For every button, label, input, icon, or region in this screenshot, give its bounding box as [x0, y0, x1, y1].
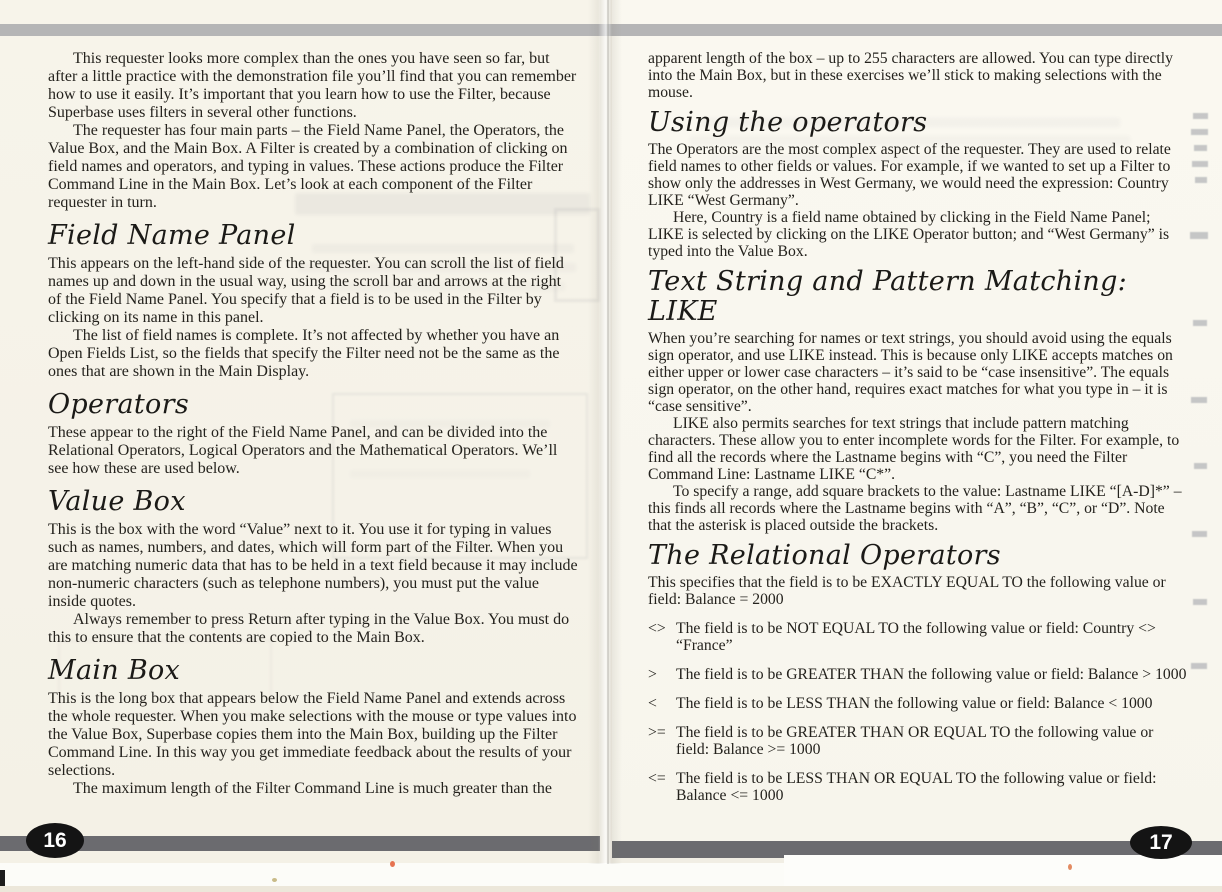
spine-fold-line — [607, 0, 609, 864]
operator-list-item — [648, 770, 1188, 804]
right-page-column — [648, 50, 1188, 804]
paragraph: Always remember to press Return after typing in the Value Box. You must do this to ensure that the contents are copied to the Main Box. — [48, 611, 570, 646]
paragraph: Here, Country is a field name obtained by clicking in the Field Name Panel; LIKE is selected by clicking on the LIKE Operator button; and “West Germany” is typed into the Value Box. — [648, 209, 1170, 260]
paragraph: This is the box with the word “Value” next to it. You use it for typing in values such as names, numbers, and dates, which will form part of the Filter. When you are matching numeric data that has to be held in a text field because it may include non-numeric characters (such as telephone numbers), you must put the value inside quotes. — [48, 521, 578, 610]
scan-artifact — [1191, 663, 1207, 669]
scan-artifact — [1195, 177, 1207, 183]
paragraph: The maximum length of the Filter Command Line is much greater than the — [73, 780, 552, 797]
operator-symbol: >= — [648, 724, 666, 741]
scan-artifact — [1194, 463, 1207, 469]
paragraph: The list of field names is complete. It’s not affected by whether you have an Open Fields List, so the fields that specify the Filter need not be the same as the ones that are shown in the Main Display. — [48, 327, 560, 380]
operator-description: The field is to be GREATER THAN OR EQUAL TO the following value or field: Balance >= 1000 — [676, 724, 1154, 758]
paragraph: When you’re searching for names or text strings, you should avoid using the equals sign operator, and use LIKE instead. This is because only LIKE accepts matches on either upper or lower case characters – it’s said to be “case insensitive”. The equals sign operator, on the other hand, requires exact matches for what you type in – it is “case sensitive”. — [648, 330, 1173, 415]
page-number: 17 — [1149, 830, 1173, 854]
left-page-column — [48, 50, 578, 798]
page-number-badge — [26, 823, 84, 858]
scan-artifact — [1193, 320, 1207, 326]
page-number: 16 — [43, 828, 67, 852]
scan-artifact — [1192, 531, 1207, 537]
paragraph: This appears on the left-hand side of the requester. You can scroll the list of field names up and down in the usual way, using the scroll bar and arrows at the right of the Field Name Panel. You specify that a field is to be used in the Filter by clicking on its name in this panel. — [48, 255, 564, 326]
section-heading: The Relational Operators — [648, 540, 1001, 571]
operator-symbol: > — [648, 666, 657, 683]
scan-artifact — [1068, 864, 1072, 870]
scan-artifact — [1191, 397, 1207, 403]
paragraph: The requester has four main parts – the Field Name Panel, the Operators, the Value Box, and the Main Box. A Filter is created by a combination of clicking on field names and operators, and typing in values. These actions produce the Filter Command Line in the Main Box. Let’s look at each component of the Filter requester in turn. — [48, 122, 568, 211]
operator-list-item — [648, 724, 1188, 758]
scan-artifact — [272, 878, 277, 882]
operator-symbol: <= — [648, 770, 666, 787]
paragraph: To specify a range, add square brackets to the value: Lastname LIKE “[A-D]*” – this finds all records where the Lastname begins with “A”, “B”, “C”, or “D”. Note that the asterisk is placed outside the brackets. — [648, 483, 1182, 534]
scan-artifact — [390, 861, 395, 867]
operator-list-item — [648, 620, 1188, 654]
operator-description: The field is to be LESS THAN the following value or field: Balance < 1000 — [676, 695, 1153, 712]
section-heading: Field Name Panel — [48, 220, 296, 251]
scan-artifact — [1191, 129, 1208, 135]
operator-description: The field is to be LESS THAN OR EQUAL TO the following value or field: Balance <= 1000 — [676, 770, 1157, 804]
operator-description: The field is to be GREATER THAN the following value or field: Balance > 1000 — [676, 666, 1187, 683]
scan-artifact — [1190, 232, 1208, 239]
page-number-badge — [1130, 826, 1192, 859]
operator-description: The field is to be NOT EQUAL TO the following value or field: Country <> “France” — [676, 620, 1156, 654]
under-page-edge — [0, 886, 1222, 892]
bottom-edge-bar-left — [0, 836, 600, 851]
scan-artifact — [1192, 161, 1208, 167]
scan-artifact — [1193, 599, 1207, 605]
paragraph: This is the long box that appears below the Field Name Panel and extends across the whole requester. When you make selections with the mouse or type values into the Value Box, Superbase copies them into the Main Box, building up the Filter Command Line. In this way you get immediate feedback about the results of your selections. — [48, 690, 577, 779]
scan-artifact — [1193, 113, 1208, 119]
paragraph: apparent length of the box – up to 255 characters are allowed. You can type directly into the Main Box, but in these exercises we’ll stick to making selections with the mouse. — [648, 50, 1173, 101]
operator-list-item — [648, 666, 1188, 683]
scan-artifact — [0, 870, 5, 886]
paragraph: This requester looks more complex than the ones you have seen so far, but after a little practice with the demonstration file you’ll find that you can remember how to use it easily. It’s important that you learn how to use the Filter, because Superbase uses filters in several other functions. — [48, 50, 577, 121]
operator-symbol: <> — [648, 620, 666, 637]
scan-artifact — [1194, 145, 1207, 151]
section-heading: Main Box — [48, 655, 181, 686]
paragraph: These appear to the right of the Field Name Panel, and can be divided into the Relational Operators, Logical Operators and the Mathematical Operators. We’ll see how these are used below. — [48, 424, 558, 477]
operator-symbol: < — [648, 695, 657, 712]
section-heading: Operators — [48, 389, 189, 420]
spine-gutter-shadow — [588, 0, 622, 864]
operator-list-item — [648, 695, 1188, 712]
paragraph: The Operators are the most complex aspect of the requester. They are used to relate field names to other fields or values. For example, if we wanted to set up a Filter to show only the addresses in West Germany, we would need the expression: Country LIKE “West Germany”. — [648, 141, 1171, 209]
section-heading: Text String and Pattern Matching: LIKE — [648, 266, 1128, 327]
paragraph: This specifies that the field is to be EXACTLY EQUAL TO the following value or field: Balance = 2000 — [648, 574, 1166, 608]
section-heading: Value Box — [48, 486, 186, 517]
paragraph: LIKE also permits searches for text strings that include pattern matching characters. These allow you to enter incomplete words for the Filter. For example, to find all the records where the Lastname begins with “C”, you need the Filter Command Line: Lastname LIKE “C*”. — [648, 415, 1180, 483]
section-heading: Using the operators — [648, 107, 928, 138]
